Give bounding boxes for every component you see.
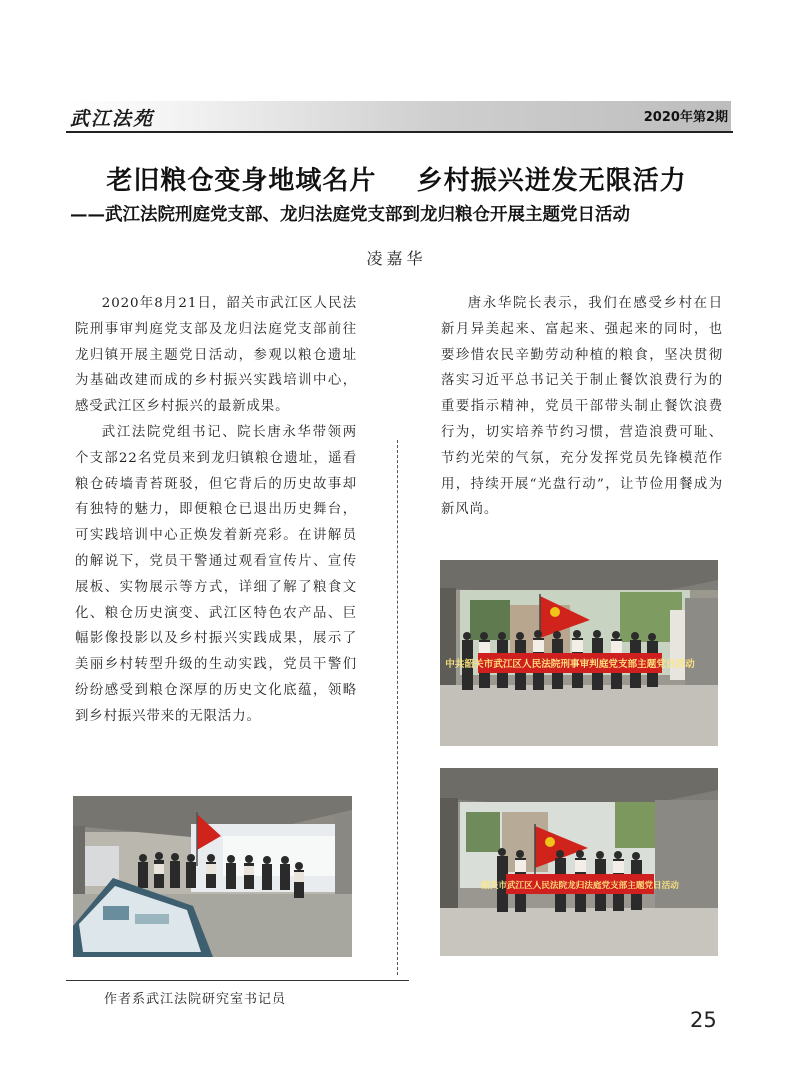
paragraph: 武江法院党组书记、院长唐永华带领两个支部22名党员来到龙归镇粮仓遗址，遥看粮仓砖墙青苔斑驳，但它背后的历史故事却有独特的魅力，即便粮仓已退出历史舞台，可实践培训中心正焕发着新亮彩。在讲解员的解说下，党员干警通过观看宣传片、宣传展板、实物展示等方式，详细了解了粮食文化、粮仓历史演变、武江区特色农产品、巨幅影像投影以及乡村振兴实践成果，展示了美丽乡村转型升级的生动实践，党员干警们纷纷感受到粮仓深厚的历史文化底蕴，领略到乡村振兴带来的无限活力。 (75, 424, 357, 724)
article-title: 老旧粮仓变身地域名片 乡村振兴迸发无限活力 (106, 166, 687, 196)
header-bar (66, 101, 731, 131)
exhibition-photo (73, 796, 352, 957)
paragraph: 唐永华院长表示，我们在感受乡村在日新月异美起来、富起来、强起来的同时，也要珍惜农民辛勤劳动种植的粮食，坚决贯彻落实习近平总书记关于制止餐饮浪费行为的重要指示精神，党员干部带头制止餐饮浪费行为，切实培养节约习惯，营造浪费可耻、节约光荣的气氛，充分发挥党员先锋模范作用，持续开展“光盘行动”，让节俭用餐成为新风尚。 (441, 296, 723, 518)
magazine-name: 武江法苑 (70, 108, 155, 130)
banner-text: 韶关市武江区人民法院龙归法庭党支部主题党日活动 (481, 881, 679, 891)
article-author: 凌嘉华 (366, 249, 427, 268)
group-photo-bottom (440, 768, 718, 956)
header-rule (66, 131, 733, 133)
group-photo-top (440, 560, 718, 746)
issue-label: 2020年第2期 (643, 110, 728, 125)
page-number: 25 (690, 1008, 717, 1032)
author-note: 作者系武江法院研究室书记员 (104, 992, 287, 1007)
footnote-rule (66, 980, 409, 981)
left-column (75, 291, 357, 730)
article-subtitle: ——武江法院刑庭党支部、龙归法庭党支部到龙归粮仓开展主题党日活动 (70, 205, 630, 225)
paragraph: 2020年8月21日，韶关市武江区人民法院刑事审判庭党支部及龙归法庭党支部前往龙归镇开展主题党日活动，参观以粮仓遗址为基础改建而成的乡村振兴实践培训中心，感受武江区乡村振兴的最新成果。 (75, 296, 357, 415)
right-column (441, 291, 723, 523)
column-divider (397, 440, 398, 975)
banner-text: 中共韶关市武江区人民法院刑事审判庭党支部主题党日活动 (445, 659, 695, 670)
